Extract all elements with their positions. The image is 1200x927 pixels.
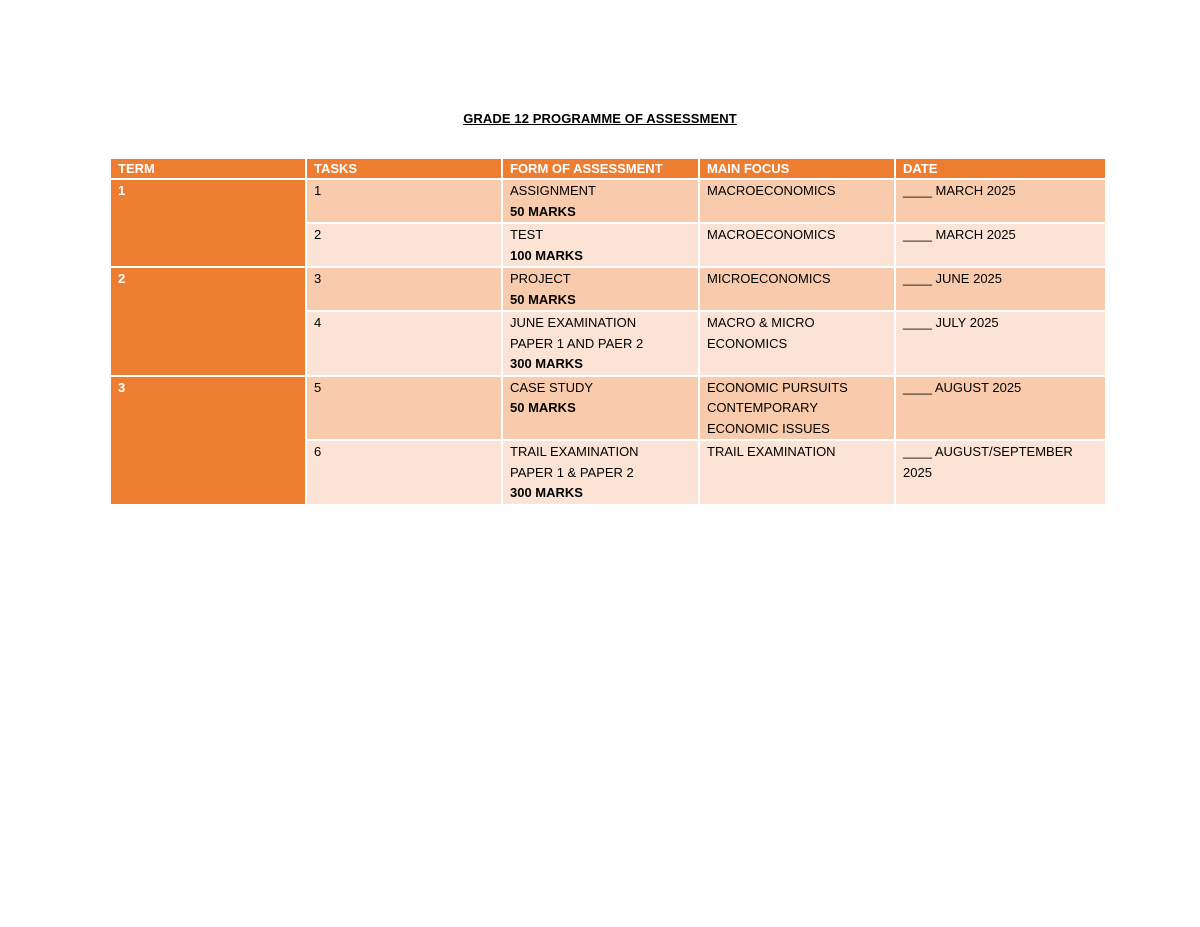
form-of-assessment-cell [502, 179, 699, 223]
assessment-form-text: PAPER 1 & PAPER 2 [510, 464, 634, 480]
marks-text: 50 MARKS [510, 291, 576, 307]
date-cell: ____ AUGUST 2025 [895, 376, 1106, 441]
main-focus-text: CONTEMPORARY [707, 400, 818, 415]
term-cell: 3 [110, 376, 306, 505]
date-cell: ____ JUNE 2025 [895, 267, 1106, 311]
marks-text: 50 MARKS [510, 400, 576, 415]
main-focus-cell [699, 440, 895, 505]
task-number-cell: 4 [306, 311, 502, 376]
assessment-form-text: TRAIL EXAMINATION [510, 444, 639, 459]
marks-text: 50 MARKS [510, 203, 576, 219]
main-focus-cell [699, 223, 895, 267]
main-focus-cell [699, 179, 895, 223]
task-number-cell: 3 [306, 267, 502, 311]
main-focus-text: ECONOMIC PURSUITS [707, 379, 848, 395]
task-number-cell: 1 [306, 179, 502, 223]
task-number-cell: 2 [306, 223, 502, 267]
form-of-assessment-cell [502, 311, 699, 376]
header-main-focus: MAIN FOCUS [699, 158, 895, 179]
main-focus-cell [699, 376, 895, 441]
term-cell: 2 [110, 267, 306, 376]
table-row [110, 179, 1106, 223]
marks-text: 100 MARKS [510, 247, 583, 263]
assessment-form-text: TEST [510, 227, 544, 242]
main-focus-cell [699, 267, 895, 311]
marks-text: 300 MARKS [510, 356, 583, 371]
date-cell: ____ AUGUST/SEPTEMBER 2025 [895, 440, 1106, 505]
main-focus-text: TRAIL EXAMINATION [707, 444, 836, 459]
date-cell: ____ MARCH 2025 [895, 179, 1106, 223]
main-focus-text: MACROECONOMICS [707, 227, 836, 242]
assessment-form-text: PROJECT [510, 271, 571, 286]
header-term: TERM [110, 158, 306, 179]
main-focus-text: MACROECONOMICS [707, 183, 836, 198]
form-of-assessment-cell [502, 223, 699, 267]
main-focus-text: ECONOMICS [707, 335, 788, 351]
header-form-of-assessment: FORM OF ASSESSMENT [502, 158, 699, 179]
form-of-assessment-cell [502, 440, 699, 505]
task-number-cell: 5 [306, 376, 502, 441]
assessment-form-text: JUNE EXAMINATION [510, 315, 637, 330]
main-focus-cell [699, 311, 895, 376]
table-body [110, 179, 1106, 505]
header-tasks: TASKS [306, 158, 502, 179]
header-date: DATE [895, 158, 1106, 179]
form-of-assessment-cell [502, 376, 699, 441]
table-row [110, 267, 1106, 311]
main-focus-text: ECONOMIC ISSUES [707, 420, 830, 436]
form-of-assessment-cell [502, 267, 699, 311]
assessment-table [109, 157, 1107, 506]
date-cell: ____ JULY 2025 [895, 311, 1106, 376]
main-focus-text: MACRO & MICRO [707, 315, 815, 330]
main-focus-text: MICROECONOMICS [707, 271, 831, 286]
page-title: GRADE 12 PROGRAMME OF ASSESSMENT [463, 111, 737, 126]
marks-text: 300 MARKS [510, 485, 583, 500]
assessment-form-text: CASE STUDY [510, 379, 594, 395]
assessment-form-text: PAPER 1 AND PAER 2 [510, 335, 644, 351]
assessment-form-text: ASSIGNMENT [510, 183, 596, 198]
task-number-cell: 6 [306, 440, 502, 505]
table-header-row [110, 158, 1106, 179]
date-cell: ____ MARCH 2025 [895, 223, 1106, 267]
table-row [110, 376, 1106, 441]
term-cell: 1 [110, 179, 306, 267]
